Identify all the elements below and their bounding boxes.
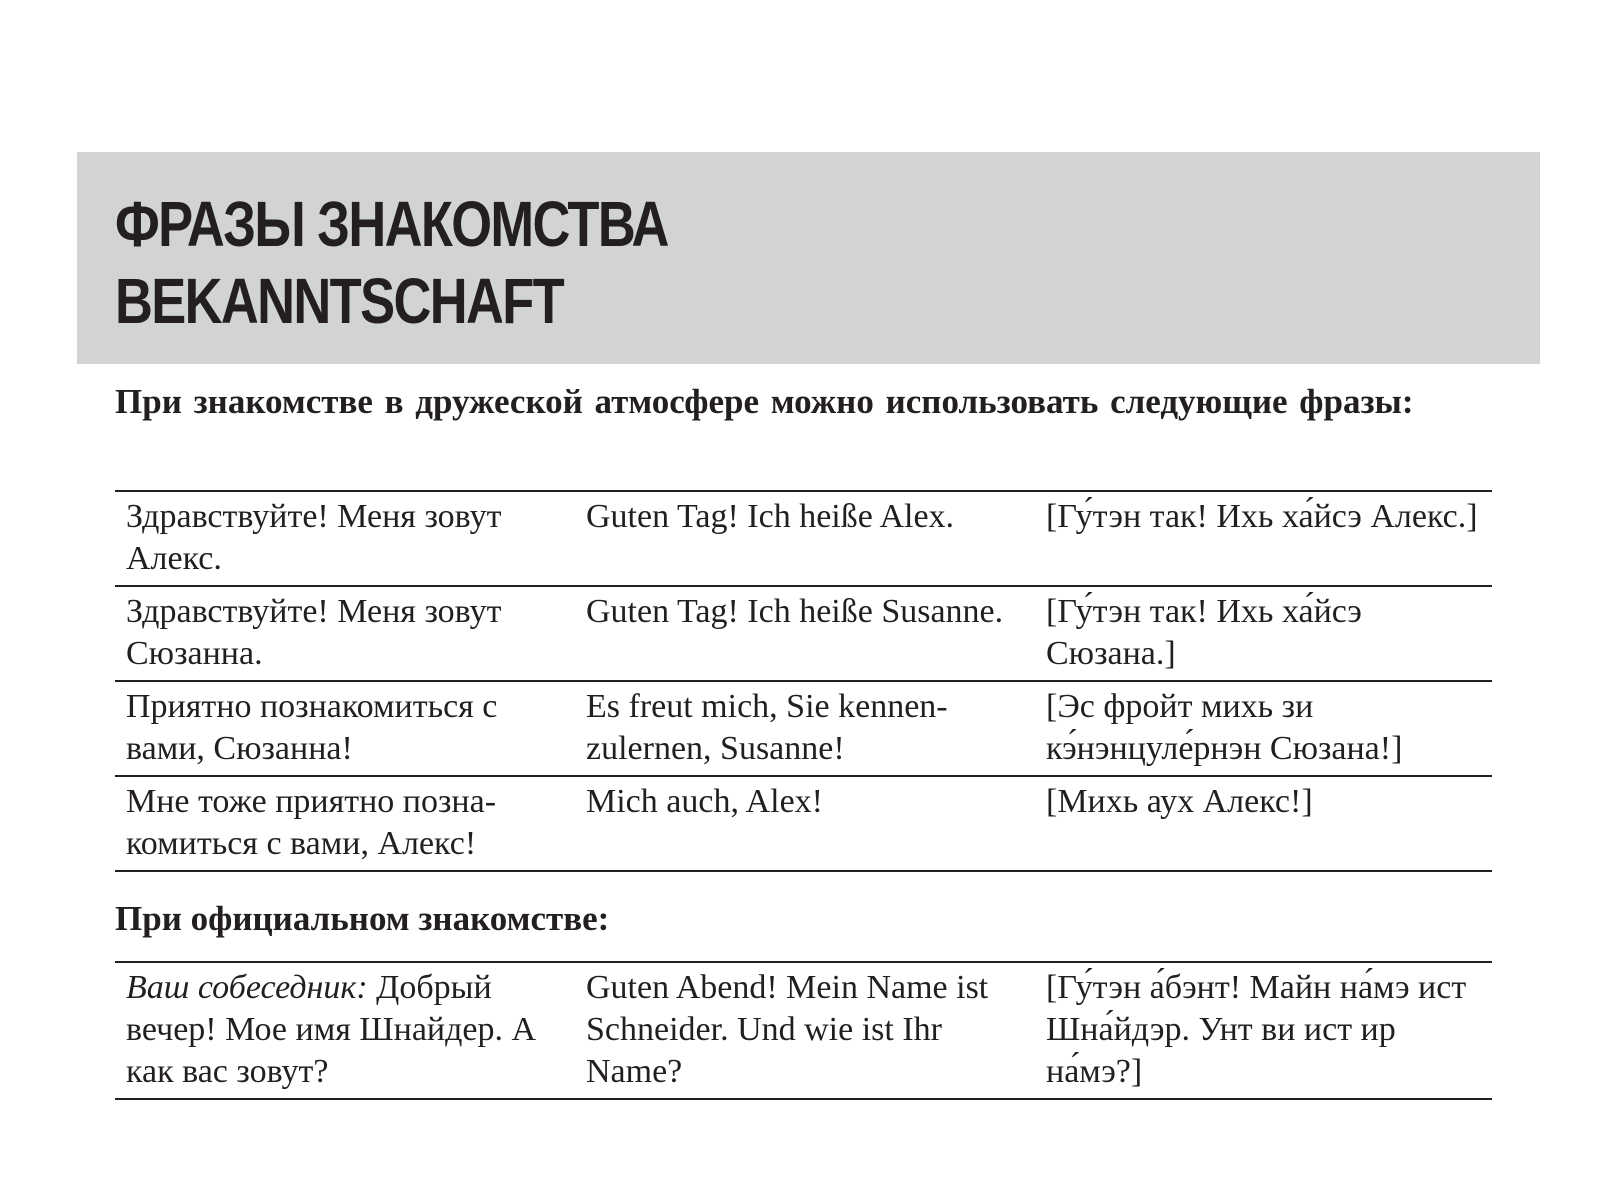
russian-phrase: Здравствуйте! Меня зовут Алекс. [126,498,502,577]
german-phrase: Mich auch, Alex! [586,783,823,820]
russian-phrase-cell [115,962,575,1099]
pronunciation: [Михь аух Алекс!] [1046,783,1313,820]
official-section-title: При официальном знакомстве: [115,899,610,938]
table-row [115,491,1492,586]
german-phrase: Guten Tag! Ich heiße Alex. [586,498,955,535]
table-row [115,776,1492,871]
pronunciation: [Гу́тэн а́бэнт! Майн на́мэ ист Шна́йдэр. Унт ви ист ир на́мэ?] [1046,969,1467,1090]
speaker-label: Ваш собеседник: [126,969,368,1006]
german-phrase: Guten Tag! Ich heiße Susanne. [586,593,1004,630]
table-row [115,962,1492,1099]
friendly-phrases-table [115,490,1492,872]
pronunciation: [Эс фройт михь зи кэ́нэнцуле́рнэн Сюзана!] [1046,688,1403,767]
intro-paragraph: При знакомстве в дружеской атмосфере можно использовать следующие фразы: [115,382,1414,421]
official-phrases-table [115,961,1492,1100]
russian-phrase: Добрый вечер! Мое имя Шнайдер. А как вас зовут? [126,969,537,1090]
page-title-russian: ФРАЗЫ ЗНАКОМСТВА [115,188,668,260]
title-banner [77,152,1540,364]
pronunciation: [Гу́тэн так! Ихь ха́йсэ Сюзана.] [1046,593,1362,672]
russian-phrase: Мне тоже приятно познакомиться с вами, Алекс! [126,783,497,862]
german-phrase: Es freut mich, Sie kennenzulernen, Susanne! [586,688,948,767]
russian-phrase: Приятно познакомиться с вами, Сюзанна! [126,688,498,767]
pronunciation: [Гу́тэн так! Ихь ха́йсэ Алекс.] [1046,498,1478,535]
table-row [115,586,1492,681]
russian-phrase: Здравствуйте! Меня зовут Сюзанна. [126,593,502,672]
table-row [115,681,1492,776]
german-phrase: Guten Abend! Mein Name ist Schneider. Und wie ist Ihr Name? [586,969,989,1090]
page-title-german: BEKANNTSCHAFT [115,265,564,337]
